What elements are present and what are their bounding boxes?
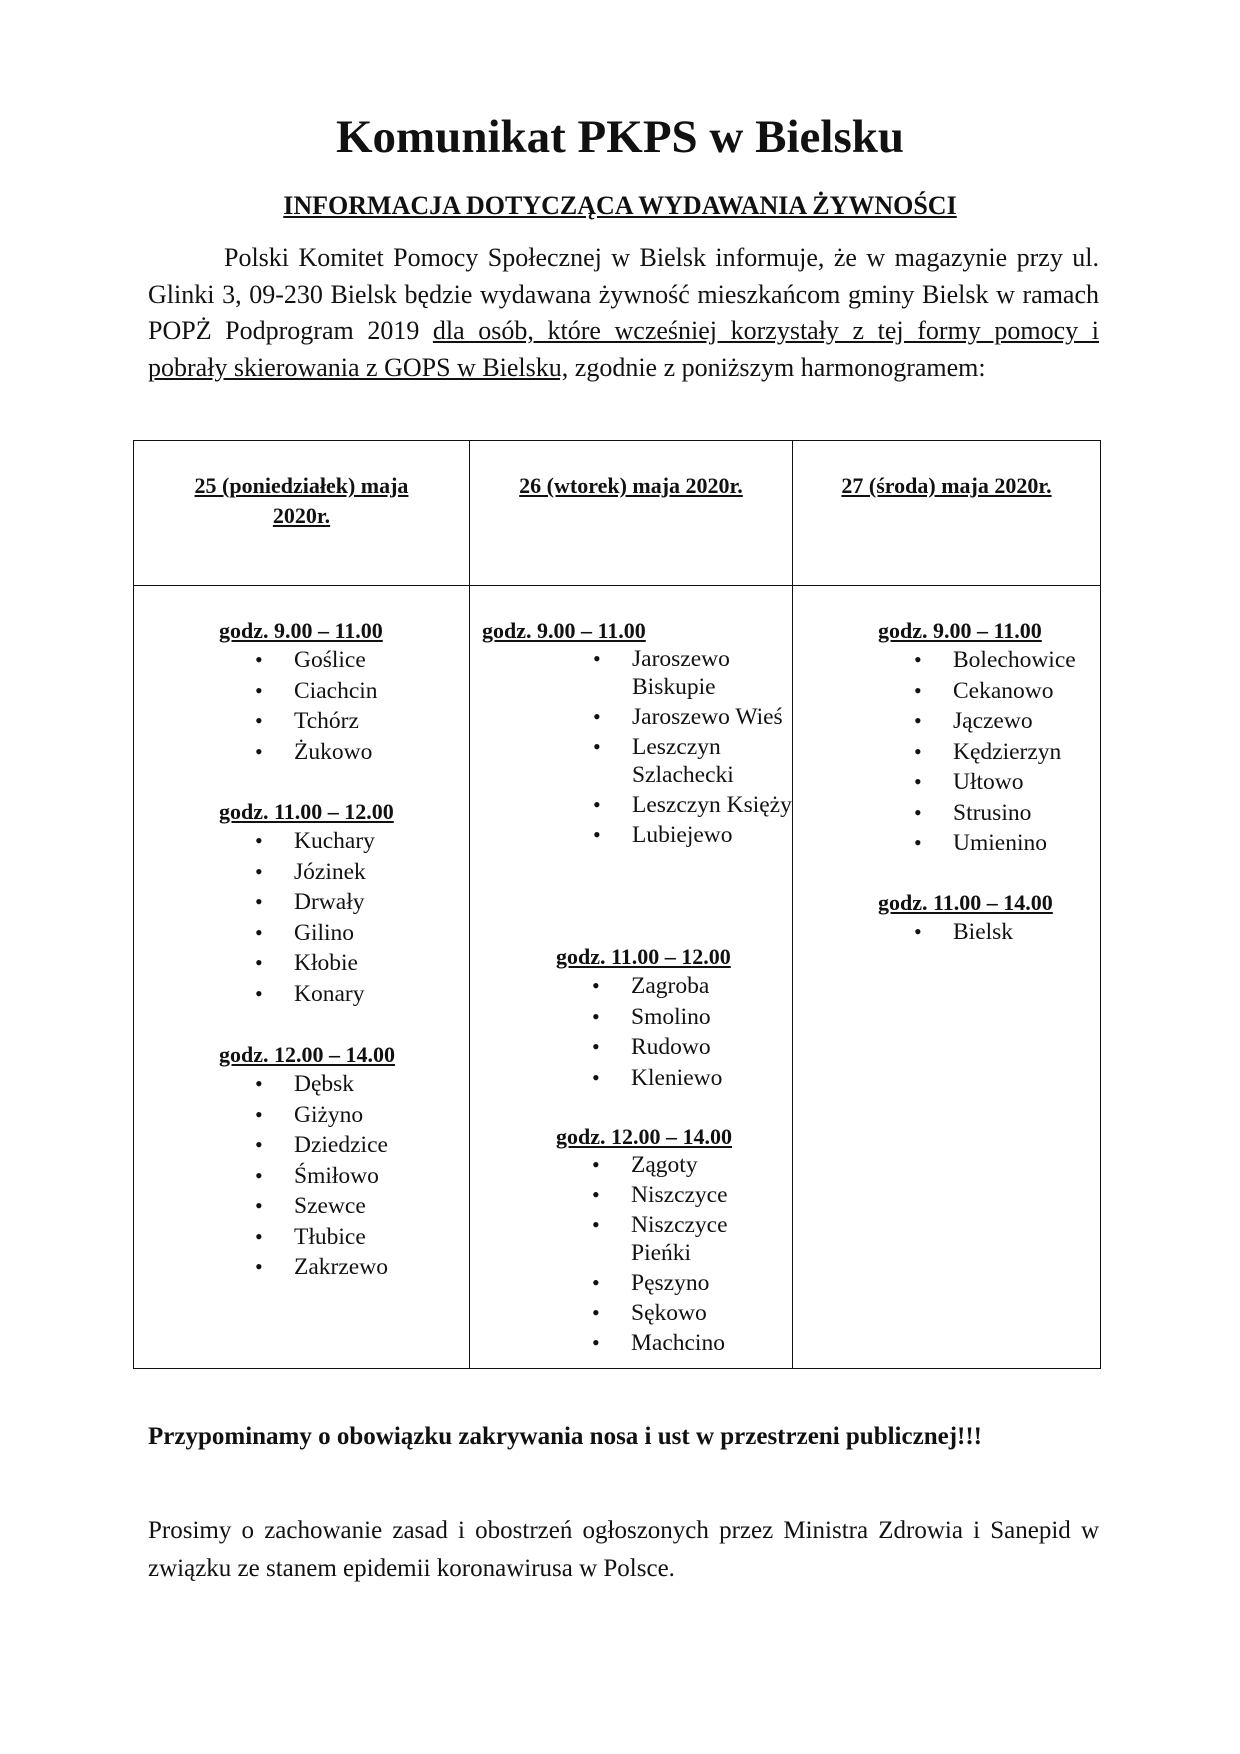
day-header-tuesday	[470, 441, 793, 586]
place-list	[878, 645, 1076, 859]
intro-text-end: zgodnie z poniższym harmonogramem:	[568, 352, 986, 382]
day-header-monday	[134, 441, 470, 586]
place-list	[219, 826, 394, 1009]
place-item: • Leszczyn Księży	[557, 791, 792, 819]
place-item: • Tchórz	[219, 706, 383, 737]
place-item: • Leszczyn Szlachecki	[557, 733, 792, 789]
place-item: • Cekanowo	[878, 676, 1076, 707]
time-slot-label: godz. 12.00 – 14.00	[219, 1042, 395, 1067]
time-slot	[878, 889, 1053, 948]
place-item: • Ułtowo	[878, 767, 1076, 798]
day-label: 25 (poniedziałek) maja 2020r.	[194, 473, 409, 528]
schedule-table	[133, 440, 1101, 1369]
place-item: • Jaroszewo Biskupie	[557, 645, 792, 701]
time-slot	[219, 617, 383, 767]
place-list	[556, 1151, 791, 1357]
place-list	[878, 917, 1053, 948]
time-slot-label: godz. 9.00 – 11.00	[219, 618, 383, 643]
place-item: • Rudowo	[556, 1032, 731, 1063]
time-slot	[556, 1123, 791, 1359]
time-slot	[482, 617, 792, 851]
place-item: • Józinek	[219, 857, 394, 888]
time-slot-label: godz. 11.00 – 14.00	[878, 890, 1053, 915]
intro-text-underlined: dla osób, które wcześniej korzystały z tej formy pomocy i pobrały skierowania z GOPS w Bielsku,	[148, 316, 1099, 382]
place-list	[219, 645, 383, 767]
place-item: • Sękowo	[556, 1299, 791, 1327]
place-item: • Niszczyce Pieńki	[556, 1211, 791, 1267]
place-item: • Kłobie	[219, 948, 394, 979]
closing-paragraph: Prosimy o zachowanie zasad i obostrzeń ogłoszonych przez Ministra Zdrowia i Sanepid w związku ze stanem epidemii koronawirusa w Polsce.	[148, 1517, 1099, 1582]
place-item: • Pęszyno	[556, 1269, 791, 1297]
place-item: • Zągoty	[556, 1151, 791, 1179]
place-item: • Dębsk	[219, 1069, 395, 1100]
place-item: • Jączewo	[878, 706, 1076, 737]
place-item: • Goślice	[219, 645, 383, 676]
day-cell-tuesday	[470, 586, 793, 1369]
intro-text-start: Polski Komitet Pomocy Społecznej w Bielsk informuje, że w magazynie przy ul. Glinki 3, 09-230 Bielsk będzie wydawana żywność mieszkańcom gminy Bielsk w ramach POPŻ Podprogram 2019	[148, 243, 1099, 345]
place-item: • Strusino	[878, 798, 1076, 829]
place-item: • Żukowo	[219, 737, 383, 768]
page-subtitle: INFORMACJA DOTYCZĄCA WYDAWANIA ŻYWNOŚCI	[283, 191, 957, 220]
place-item: • Jaroszewo Wieś	[557, 703, 792, 731]
time-slot-label: godz. 9.00 – 11.00	[482, 618, 646, 643]
time-slot	[878, 617, 1076, 859]
place-item: • Gilino	[219, 918, 394, 949]
schedule-body-row	[134, 586, 1101, 1369]
place-item: • Konary	[219, 979, 394, 1010]
place-item: • Kleniewo	[556, 1063, 731, 1094]
place-item: • Zakrzewo	[219, 1252, 395, 1283]
place-list	[219, 1069, 395, 1283]
time-slot-label: godz. 9.00 – 11.00	[878, 618, 1042, 643]
time-slot-label: godz. 11.00 – 12.00	[556, 944, 731, 969]
place-item: • Bielsk	[878, 917, 1053, 948]
place-item: • Zagroba	[556, 971, 731, 1002]
place-item: • Kędzierzyn	[878, 737, 1076, 768]
time-slot	[219, 798, 394, 1009]
place-item: • Ciachcin	[219, 676, 383, 707]
time-slot-label: godz. 12.00 – 14.00	[556, 1124, 732, 1149]
place-list	[556, 971, 731, 1093]
day-header-wednesday	[793, 441, 1101, 586]
place-item: • Niszczyce	[556, 1181, 791, 1209]
place-list	[557, 645, 792, 849]
place-item: • Drwały	[219, 887, 394, 918]
place-item: • Tłubice	[219, 1222, 395, 1253]
intro-paragraph	[148, 240, 1099, 386]
place-item: • Lubiejewo	[557, 821, 792, 849]
place-item: • Umienino	[878, 828, 1076, 859]
mask-reminder: Przypominamy o obowiązku zakrywania nosa i ust w przestrzeni publicznej!!!	[148, 1423, 982, 1450]
place-item: • Śmiłowo	[219, 1161, 395, 1192]
place-item: • Smolino	[556, 1002, 731, 1033]
time-slot	[219, 1041, 395, 1283]
page-title: Komunikat PKPS w Bielsku	[335, 111, 905, 163]
day-cell-monday	[134, 586, 470, 1369]
place-item: • Machcino	[556, 1329, 791, 1357]
day-label: 26 (wtorek) maja 2020r.	[519, 473, 743, 498]
place-item: • Dziedzice	[219, 1130, 395, 1161]
day-label: 27 (środa) maja 2020r.	[841, 473, 1052, 498]
time-slot-label: godz. 11.00 – 12.00	[219, 799, 394, 824]
place-item: • Giżyno	[219, 1100, 395, 1131]
place-item: • Kuchary	[219, 826, 394, 857]
time-slot	[556, 943, 731, 1093]
place-item: • Szewce	[219, 1191, 395, 1222]
place-item: • Bolechowice	[878, 645, 1076, 676]
day-cell-wednesday	[793, 586, 1101, 1369]
schedule-header-row	[134, 441, 1101, 586]
